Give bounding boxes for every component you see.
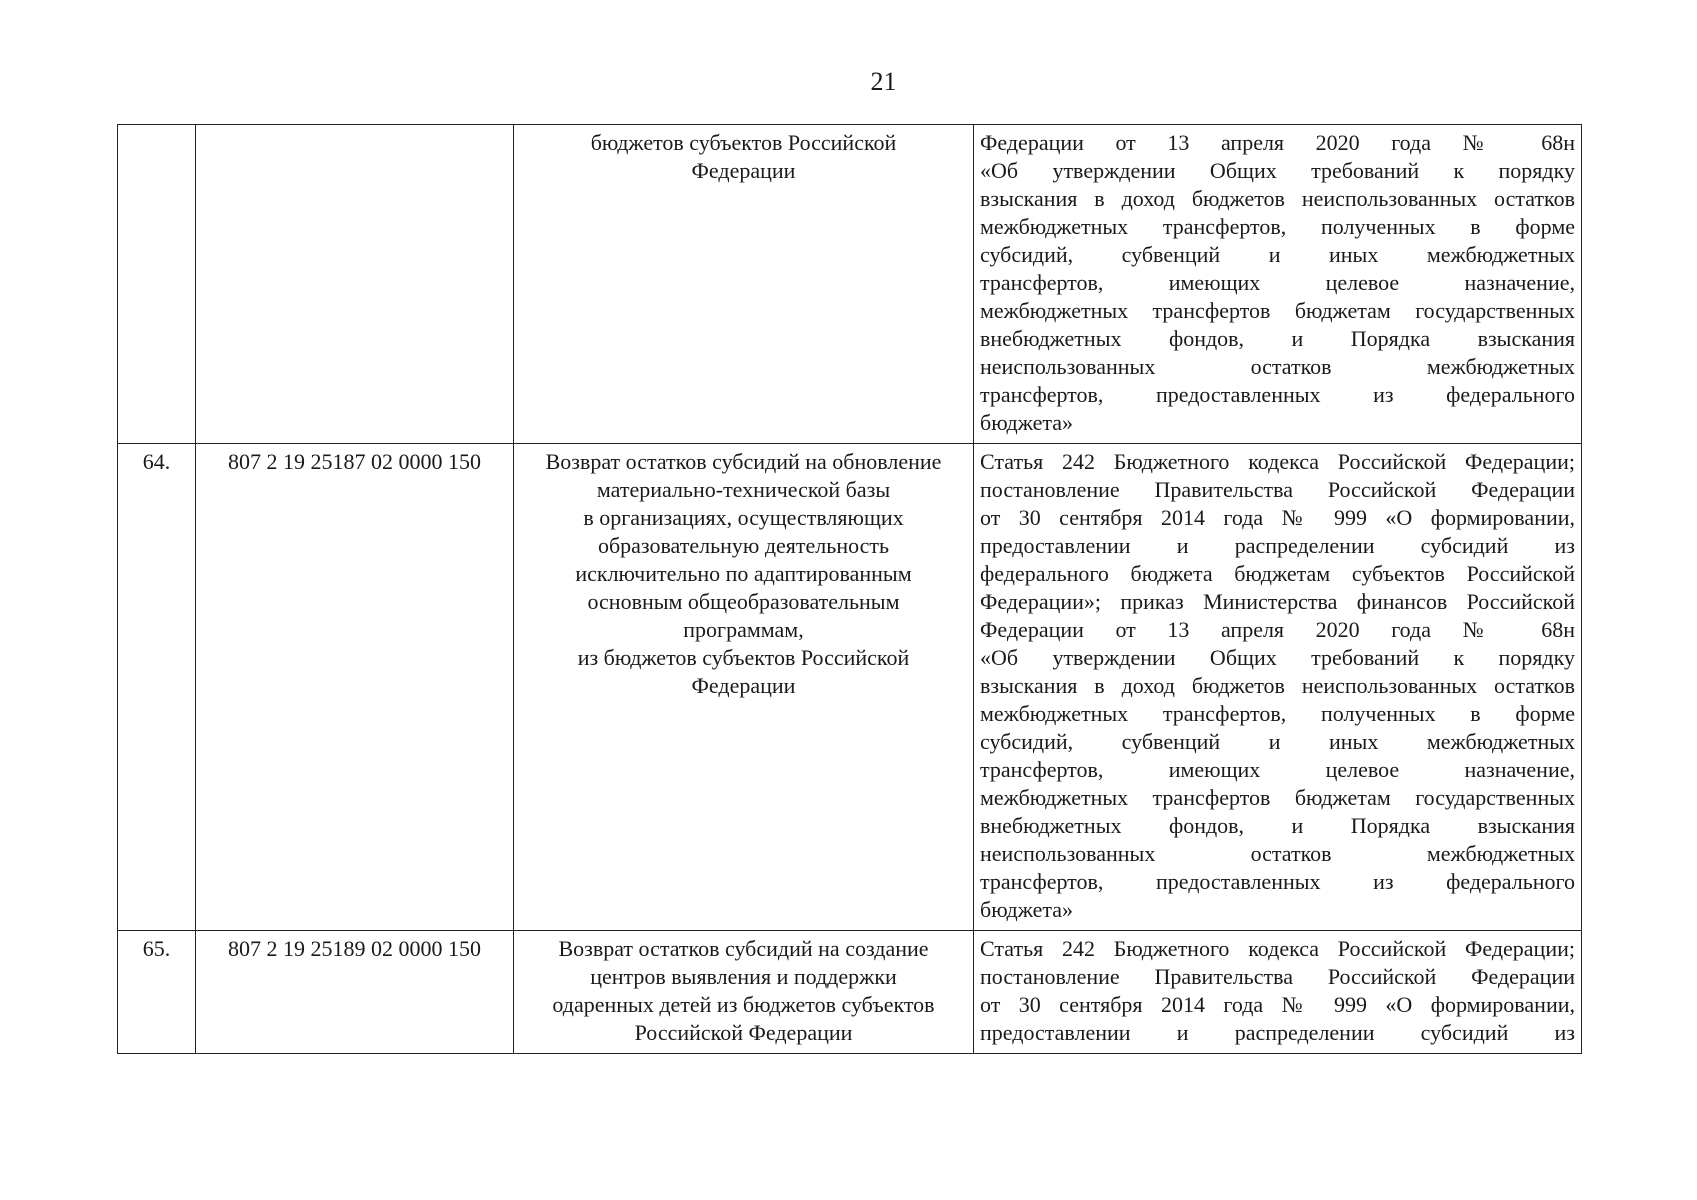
legal-basis-line: межбюджетных трансфертов, полученных в форме	[980, 701, 1575, 726]
legal-basis-line: трансфертов, предоставленных из федерального	[980, 382, 1575, 407]
legal-basis-line: бюджета»	[980, 410, 1074, 435]
income-name-line: основным общеобразовательным	[587, 589, 900, 614]
legal-basis-cell	[974, 444, 1582, 931]
page-number: 21	[870, 67, 897, 96]
income-name-line: Федерации	[691, 673, 796, 698]
legal-basis-line: бюджета»	[980, 897, 1074, 922]
legal-basis-line: предоставлении и распределении субсидий из	[980, 533, 1575, 558]
budget-code-cell: 807 2 19 25187 02 0000 150	[196, 444, 514, 931]
legal-basis-line: федерального бюджета бюджетам субъектов Российской	[980, 561, 1575, 586]
row-number-cell	[118, 125, 196, 444]
budget-codes-table	[117, 124, 1582, 1054]
legal-basis-line: межбюджетных трансфертов, полученных в форме	[980, 214, 1575, 239]
legal-basis-line: предоставлении и распределении субсидий из	[980, 1020, 1575, 1045]
legal-basis-line: межбюджетных трансфертов бюджетам государственных	[980, 785, 1575, 810]
legal-basis-line: внебюджетных фондов, и Порядка взыскания	[980, 326, 1575, 351]
income-name-cell	[514, 444, 974, 931]
table-row	[118, 931, 1582, 1054]
legal-basis-line: от 30 сентября 2014 года № 999 «О формировании,	[980, 992, 1575, 1017]
legal-basis-cell	[974, 931, 1582, 1054]
legal-basis-line: неиспользованных остатков межбюджетных	[980, 354, 1575, 379]
income-name-line: Российской Федерации	[634, 1020, 853, 1045]
legal-basis-line: субсидий, субвенций и иных межбюджетных	[980, 729, 1575, 754]
income-name-line: бюджетов субъектов Российской	[590, 130, 897, 155]
legal-basis-line: субсидий, субвенций и иных межбюджетных	[980, 242, 1575, 267]
budget-code-cell: 807 2 19 25189 02 0000 150	[196, 931, 514, 1054]
legal-basis-line: трансфертов, предоставленных из федерального	[980, 869, 1575, 894]
legal-basis-line: внебюджетных фондов, и Порядка взыскания	[980, 813, 1575, 838]
legal-basis-line: Федерации от 13 апреля 2020 года № 68н	[980, 617, 1575, 642]
legal-basis-line: «Об утверждении Общих требований к порядку	[980, 158, 1575, 183]
legal-basis-line: взыскания в доход бюджетов неиспользованных остатков	[980, 673, 1575, 698]
row-number-cell: 64.	[118, 444, 196, 931]
legal-basis-line: межбюджетных трансфертов бюджетам государственных	[980, 298, 1575, 323]
income-name-line: Федерации	[691, 158, 796, 183]
income-name-line: материально-технической базы	[596, 477, 891, 502]
income-name-line: образовательную деятельность	[597, 533, 890, 558]
income-name-cell	[514, 125, 974, 444]
income-name-line: одаренных детей из бюджетов субъектов	[552, 992, 935, 1017]
legal-basis-line: неиспользованных остатков межбюджетных	[980, 841, 1575, 866]
table-row	[118, 444, 1582, 931]
budget-code-cell	[196, 125, 514, 444]
legal-basis-line: Федерации»; приказ Министерства финансов Российской	[980, 589, 1575, 614]
income-name-cell	[514, 931, 974, 1054]
legal-basis-line: Статья 242 Бюджетного кодекса Российской Федерации;	[980, 936, 1575, 961]
table-row	[118, 125, 1582, 444]
legal-basis-line: «Об утверждении Общих требований к порядку	[980, 645, 1575, 670]
table-body	[118, 125, 1582, 1054]
legal-basis-line: постановление Правительства Российской Федерации	[980, 964, 1575, 989]
legal-basis-line: Федерации от 13 апреля 2020 года № 68н	[980, 130, 1575, 155]
legal-basis-line: трансфертов, имеющих целевое назначение,	[980, 270, 1575, 295]
legal-basis-line: трансфертов, имеющих целевое назначение,	[980, 757, 1575, 782]
legal-basis-cell	[974, 125, 1582, 444]
income-name-line: программам,	[683, 617, 804, 642]
income-name-line: из бюджетов субъектов Российской	[577, 645, 910, 670]
income-name-line: центров выявления и поддержки	[590, 964, 897, 989]
legal-basis-line: взыскания в доход бюджетов неиспользованных остатков	[980, 186, 1575, 211]
row-number-cell: 65.	[118, 931, 196, 1054]
legal-basis-line: от 30 сентября 2014 года № 999 «О формировании,	[980, 505, 1575, 530]
income-name-line: Возврат остатков субсидий на создание	[558, 936, 929, 961]
legal-basis-line: постановление Правительства Российской Федерации	[980, 477, 1575, 502]
income-name-line: Возврат остатков субсидий на обновление	[545, 449, 942, 474]
income-name-line: исключительно по адаптированным	[575, 561, 912, 586]
income-name-line: в организациях, осуществляющих	[583, 505, 904, 530]
legal-basis-line: Статья 242 Бюджетного кодекса Российской Федерации;	[980, 449, 1575, 474]
